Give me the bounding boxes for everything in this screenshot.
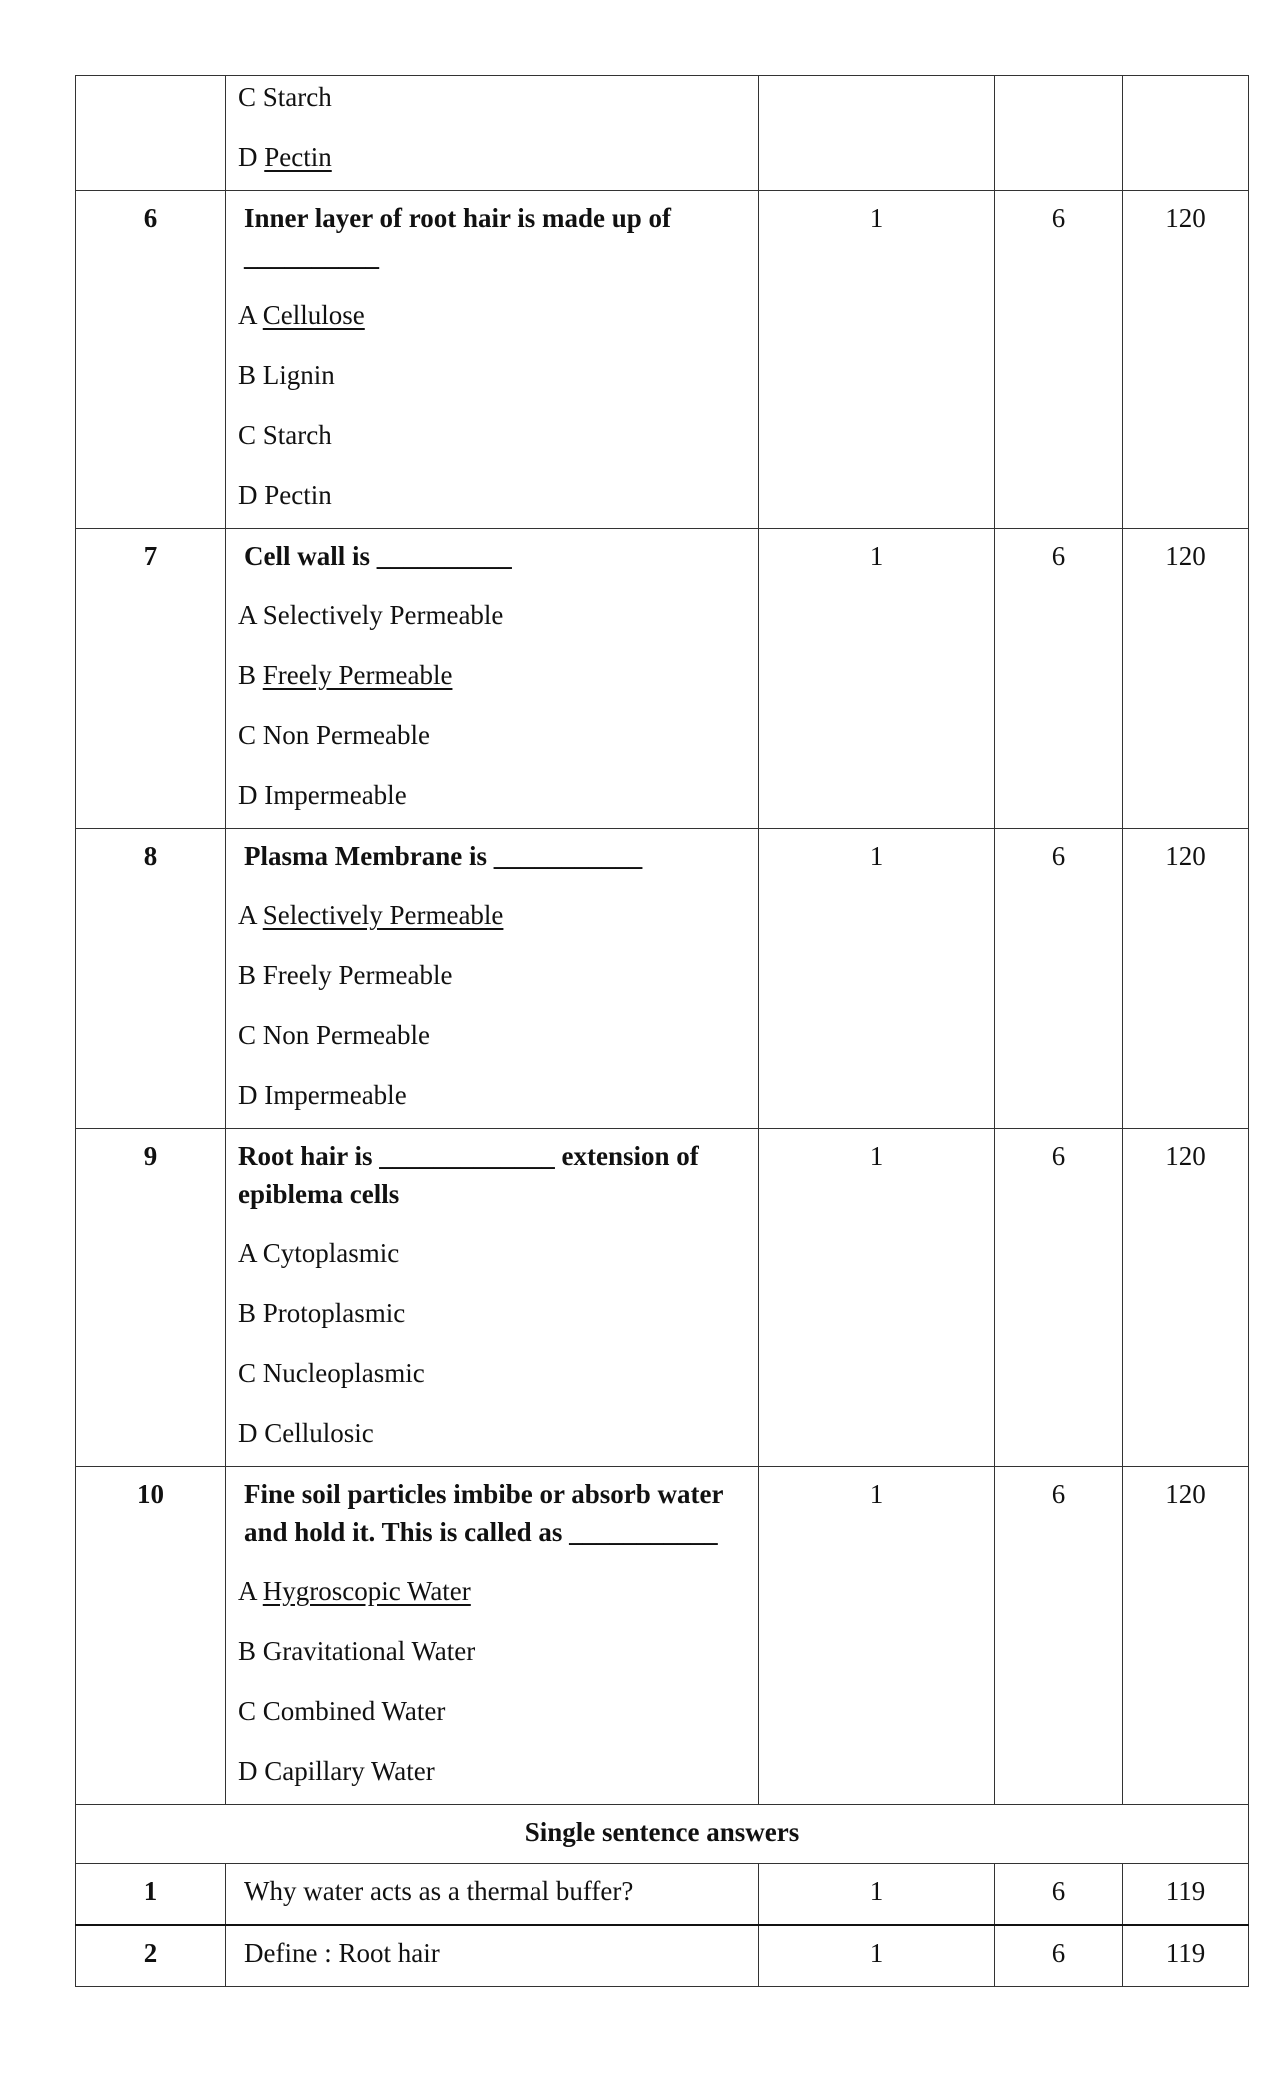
- option-text: Cellulosic: [264, 1418, 374, 1448]
- page-value: 120: [1123, 829, 1249, 1129]
- question-cell: [226, 1864, 759, 1926]
- option-b: [238, 656, 746, 694]
- option-b: [238, 1632, 746, 1670]
- question-text: Define : Root hair: [244, 1938, 440, 1968]
- option-b: [238, 356, 746, 394]
- option-d: [238, 776, 746, 814]
- mcq-row: [76, 1467, 1249, 1805]
- option-d: [238, 1752, 746, 1790]
- short-question-row: [76, 1925, 1249, 1987]
- question-text: Cell wall is __________: [244, 541, 512, 571]
- option-text-correct: Cellulose: [262, 300, 365, 330]
- section-title: Single sentence answers: [76, 1805, 1249, 1864]
- question-text: Inner layer of root hair is made up of __________: [244, 203, 672, 271]
- option-letter: D: [238, 1418, 258, 1448]
- option-text: Pectin: [264, 480, 332, 510]
- option-text: Non Permeable: [262, 720, 430, 750]
- question-number: 6: [76, 191, 226, 529]
- option-letter: D: [238, 480, 258, 510]
- unit-value: 6: [995, 829, 1123, 1129]
- option-letter: A: [238, 900, 257, 930]
- option-letter: B: [238, 360, 257, 390]
- mcq-row: [76, 1129, 1249, 1467]
- option-text: Cytoplasmic: [262, 1238, 400, 1268]
- option-letter: B: [238, 960, 257, 990]
- option-a: [238, 296, 746, 334]
- question-number: 7: [76, 529, 226, 829]
- option-letter: C: [238, 1696, 257, 1726]
- marks-value: 1: [759, 1925, 995, 1987]
- unit-value: 6: [995, 1864, 1123, 1926]
- option-text: Lignin: [262, 360, 335, 390]
- page-value: 120: [1123, 1129, 1249, 1467]
- option-text: Freely Permeable: [262, 960, 453, 990]
- question-table-body: [76, 76, 1249, 1987]
- option-letter: C: [238, 420, 257, 450]
- option-letter: C: [238, 720, 257, 750]
- option-letter: D: [238, 142, 258, 172]
- option-text: Combined Water: [262, 1696, 446, 1726]
- option-letter: A: [238, 1238, 257, 1268]
- question-text: Fine soil particles imbibe or absorb water and hold it. This is called as ___________: [244, 1479, 723, 1547]
- option-letter: B: [238, 660, 257, 690]
- option-text: Gravitational Water: [262, 1636, 476, 1666]
- option-text: Impermeable: [264, 1080, 407, 1110]
- question-cell: [226, 529, 759, 829]
- page-cell: [1123, 76, 1249, 191]
- question-text: Plasma Membrane is ___________: [244, 841, 643, 871]
- option-a: [238, 1234, 746, 1272]
- mcq-row: [76, 191, 1249, 529]
- marks-value: 1: [759, 529, 995, 829]
- option-text: Protoplasmic: [262, 1298, 406, 1328]
- option-letter: C: [238, 82, 257, 112]
- question-text: Root hair is _____________ extension of epiblema cells: [238, 1141, 699, 1209]
- question-cell: [226, 1467, 759, 1805]
- continued-question-row: [76, 76, 1249, 191]
- option-letter: B: [238, 1636, 257, 1666]
- question-number-cell: [76, 76, 226, 191]
- option-letter: D: [238, 1080, 258, 1110]
- option-c: [238, 1016, 746, 1054]
- option-d: [238, 476, 746, 514]
- option-letter: C: [238, 1358, 257, 1388]
- option-text: Nucleoplasmic: [262, 1358, 425, 1388]
- mcq-row: [76, 829, 1249, 1129]
- question-cell: [226, 1129, 759, 1467]
- page-value: 119: [1123, 1864, 1249, 1926]
- page-value: 119: [1123, 1925, 1249, 1987]
- option-text-correct: Hygroscopic Water: [262, 1576, 471, 1606]
- section-header-row: [76, 1805, 1249, 1864]
- unit-value: 6: [995, 1467, 1123, 1805]
- option-text: Impermeable: [264, 780, 407, 810]
- question-number: 10: [76, 1467, 226, 1805]
- option-d: [238, 1076, 746, 1114]
- option-c: [238, 1354, 746, 1392]
- option-text-correct: Pectin: [264, 142, 332, 172]
- question-table: [75, 75, 1249, 1987]
- question-number: 1: [76, 1864, 226, 1926]
- marks-value: 1: [759, 1864, 995, 1926]
- option-c: [238, 78, 746, 116]
- option-c: [238, 716, 746, 754]
- question-number: 9: [76, 1129, 226, 1467]
- marks-value: 1: [759, 1467, 995, 1805]
- option-a: [238, 596, 746, 634]
- question-text: Why water acts as a thermal buffer?: [244, 1876, 634, 1906]
- unit-cell: [995, 76, 1123, 191]
- marks-cell: [759, 76, 995, 191]
- option-letter: D: [238, 1756, 258, 1786]
- option-c: [238, 416, 746, 454]
- option-d: [238, 138, 746, 176]
- option-letter: C: [238, 1020, 257, 1050]
- page-value: 120: [1123, 1467, 1249, 1805]
- unit-value: 6: [995, 191, 1123, 529]
- question-cell: [226, 829, 759, 1129]
- page-value: 120: [1123, 191, 1249, 529]
- option-text: Non Permeable: [262, 1020, 430, 1050]
- option-text-correct: Selectively Permeable: [262, 900, 504, 930]
- option-letter: A: [238, 600, 257, 630]
- option-letter: D: [238, 780, 258, 810]
- option-b: [238, 956, 746, 994]
- option-text: Starch: [262, 82, 332, 112]
- option-text: Selectively Permeable: [262, 600, 504, 630]
- marks-value: 1: [759, 191, 995, 529]
- question-cell: [226, 76, 759, 191]
- option-text: Capillary Water: [264, 1756, 435, 1786]
- short-question-row: [76, 1864, 1249, 1926]
- option-a: [238, 1572, 746, 1610]
- marks-value: 1: [759, 829, 995, 1129]
- unit-value: 6: [995, 1925, 1123, 1987]
- option-text-correct: Freely Permeable: [262, 660, 453, 690]
- option-letter: A: [238, 300, 257, 330]
- option-a: [238, 896, 746, 934]
- page-value: 120: [1123, 529, 1249, 829]
- question-cell: [226, 191, 759, 529]
- question-cell: [226, 1925, 759, 1987]
- option-d: [238, 1414, 746, 1452]
- unit-value: 6: [995, 529, 1123, 829]
- question-number: 2: [76, 1925, 226, 1987]
- option-c: [238, 1692, 746, 1730]
- option-letter: B: [238, 1298, 257, 1328]
- option-b: [238, 1294, 746, 1332]
- unit-value: 6: [995, 1129, 1123, 1467]
- marks-value: 1: [759, 1129, 995, 1467]
- option-text: Starch: [262, 420, 332, 450]
- question-number: 8: [76, 829, 226, 1129]
- option-letter: A: [238, 1576, 257, 1606]
- mcq-row: [76, 529, 1249, 829]
